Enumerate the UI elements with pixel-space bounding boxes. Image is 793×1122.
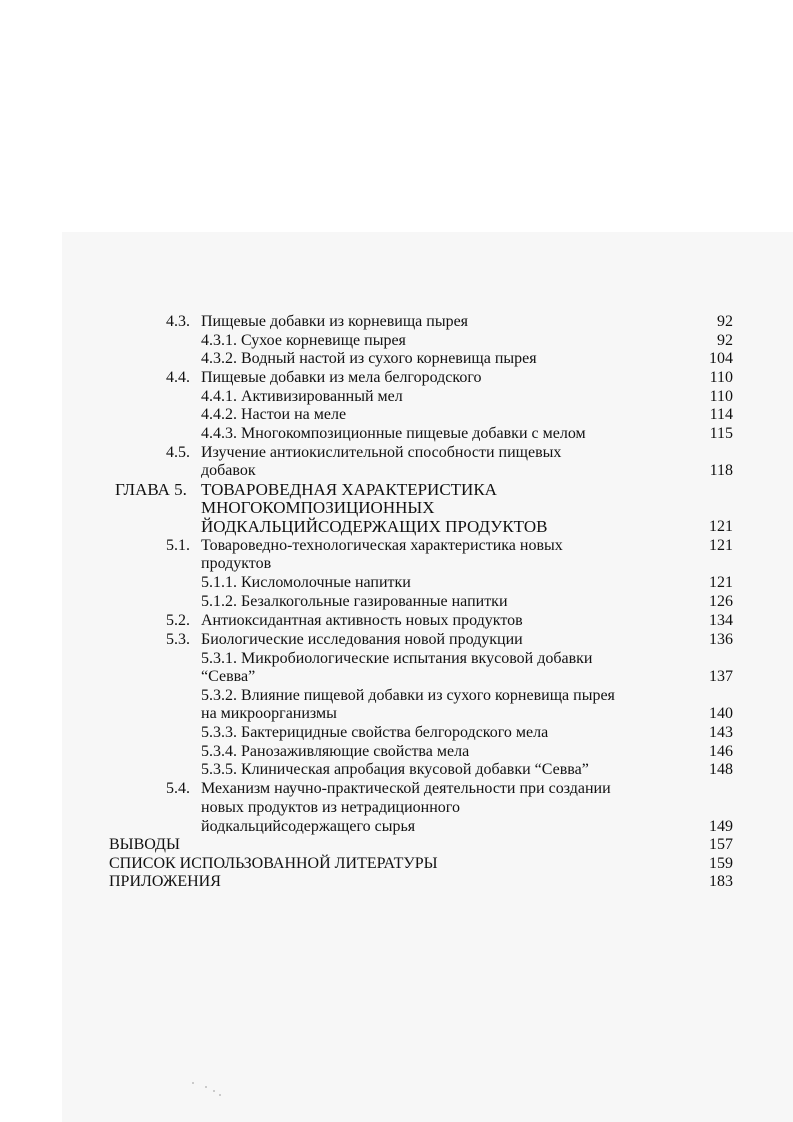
toc-entry-title: ЙОДКАЛЬЦИЙСОДЕРЖАЩИХ ПРОДУКТОВ bbox=[201, 517, 548, 536]
toc-entry bbox=[166, 743, 733, 761]
toc-entry-number: 4.5. bbox=[166, 444, 190, 461]
toc-entry bbox=[166, 369, 733, 387]
toc-entry-title: 5.3.3. Бактерицидные свойства белгородского мела bbox=[201, 724, 549, 741]
toc-entry-page: 115 bbox=[709, 425, 733, 442]
toc-entry-title: йодкальцийсодержащего сырья bbox=[201, 818, 416, 835]
toc-entry-page: 118 bbox=[709, 462, 733, 479]
toc-entry-title: Изучение антиокислительной способности пищевых bbox=[201, 444, 562, 461]
toc-entry-page: 140 bbox=[709, 705, 733, 722]
toc-entry-title: 4.3.2. Водный настой из сухого корневища пырея bbox=[201, 350, 537, 367]
toc-entry-page: 134 bbox=[709, 612, 733, 629]
toc-entry-title: ВЫВОДЫ bbox=[109, 836, 180, 853]
toc-entry-title: Механизм научно-практической деятельности при создании bbox=[201, 780, 611, 797]
toc-entry bbox=[166, 406, 733, 424]
toc-entry-title: добавок bbox=[201, 462, 256, 479]
toc-entry bbox=[166, 650, 733, 668]
toc-entry-title: продуктов bbox=[201, 555, 272, 572]
toc-section-entry bbox=[109, 855, 733, 873]
toc-entry-title: 5.3.1. Микробиологические испытания вкусовой добавки bbox=[201, 650, 593, 667]
toc-entry bbox=[166, 350, 733, 368]
toc-entry-page: 110 bbox=[709, 388, 733, 405]
toc-entry-page: 126 bbox=[709, 593, 733, 610]
toc-entry-title: новых продуктов из нетрадиционного bbox=[201, 799, 460, 816]
toc-entry bbox=[166, 555, 733, 573]
toc-entry bbox=[166, 724, 733, 742]
scan-speck bbox=[205, 1086, 207, 1088]
toc-entry bbox=[166, 332, 733, 350]
toc-entry-title: 5.3.4. Ранозаживляющие свойства мела bbox=[201, 743, 470, 760]
toc-entry-title: МНОГОКОМПОЗИЦИОННЫХ bbox=[201, 498, 435, 517]
toc-entry bbox=[166, 780, 733, 798]
toc-entry-number: 5.2. bbox=[166, 612, 190, 629]
toc-entry-number: ГЛАВА 5. bbox=[115, 480, 187, 499]
toc-entry-page: 92 bbox=[717, 332, 733, 349]
toc-entry-title: ТОВАРОВЕДНАЯ ХАРАКТЕРИСТИКА bbox=[201, 480, 497, 499]
toc-entry-title: Пищевые добавки из мела белгородского bbox=[201, 369, 482, 386]
toc-entry-page: 121 bbox=[709, 537, 733, 554]
toc-entry bbox=[166, 705, 733, 723]
toc-entry-page: 121 bbox=[709, 574, 733, 591]
toc-entry-number: 5.4. bbox=[166, 780, 190, 797]
toc-entry-page: 146 bbox=[709, 743, 733, 760]
toc-chapter-entry bbox=[115, 499, 733, 517]
toc-entry-title: Пищевые добавки из корневища пырея bbox=[201, 313, 469, 330]
toc-entry bbox=[166, 313, 733, 331]
toc-section-entry bbox=[109, 836, 733, 854]
toc-entry-title: 4.3.1. Сухое корневище пырея bbox=[201, 332, 406, 349]
toc-entry bbox=[166, 462, 733, 480]
toc-entry bbox=[166, 574, 733, 592]
toc-entry bbox=[166, 444, 733, 462]
toc-entry-title: 5.1.1. Кисломолочные напитки bbox=[201, 574, 411, 591]
toc-entry-title: “Севва” bbox=[201, 668, 256, 685]
toc-entry-title: СПИСОК ИСПОЛЬЗОВАННОЙ ЛИТЕРАТУРЫ bbox=[109, 855, 438, 872]
toc-entry-title: на микроорганизмы bbox=[201, 705, 337, 722]
toc-entry bbox=[166, 799, 733, 817]
toc-entry-page: 136 bbox=[709, 631, 733, 648]
toc-entry-page: 149 bbox=[709, 818, 733, 835]
toc-entry-page: 92 bbox=[717, 313, 733, 330]
toc-entry-page: 143 bbox=[709, 724, 733, 741]
toc-chapter-entry bbox=[115, 481, 733, 499]
toc-entry-title: Антиоксидантная активность новых продуктов bbox=[201, 612, 523, 629]
toc-entry bbox=[166, 687, 733, 705]
toc-section-entry bbox=[109, 873, 733, 891]
scan-speck bbox=[219, 1094, 221, 1096]
toc-entry bbox=[166, 425, 733, 443]
toc-entry-title: 5.3.5. Клиническая апробация вкусовой добавки “Севва” bbox=[201, 761, 589, 778]
toc-entry-number: 5.3. bbox=[166, 631, 190, 648]
toc-entry bbox=[166, 818, 733, 836]
toc-entry bbox=[166, 668, 733, 686]
toc-entry-number: 4.3. bbox=[166, 313, 190, 330]
toc-entry bbox=[166, 612, 733, 630]
toc-entry-page: 121 bbox=[709, 518, 733, 535]
scan-speck bbox=[213, 1090, 215, 1092]
toc-entry-page: 104 bbox=[709, 350, 733, 367]
toc-entry-page: 110 bbox=[709, 369, 733, 386]
toc-entry-page: 157 bbox=[709, 836, 733, 853]
toc-entry-title: Биологические исследования новой продукции bbox=[201, 631, 523, 648]
toc-entry-title: 5.3.2. Влияние пищевой добавки из сухого корневища пырея bbox=[201, 687, 615, 704]
toc-entry-page: 148 bbox=[709, 761, 733, 778]
toc-entry-title: ПРИЛОЖЕНИЯ bbox=[109, 873, 221, 890]
toc-entry bbox=[166, 761, 733, 779]
toc-entry-title: 4.4.1. Активизированный мел bbox=[201, 388, 403, 405]
toc-entry-title: 4.4.3. Многокомпозиционные пищевые добавки с мелом bbox=[201, 425, 586, 442]
toc-entry-title: 5.1.2. Безалкогольные газированные напитки bbox=[201, 593, 508, 610]
toc-entry bbox=[166, 631, 733, 649]
toc-entry-title: 4.4.2. Настои на меле bbox=[201, 406, 347, 423]
toc-entry-title: Товароведно-технологическая характеристика новых bbox=[201, 537, 563, 554]
toc-entry bbox=[166, 388, 733, 406]
toc-entry-page: 159 bbox=[709, 855, 733, 872]
scan-speck bbox=[192, 1082, 194, 1084]
toc-chapter-entry bbox=[115, 518, 733, 536]
toc-entry-page: 137 bbox=[709, 668, 733, 685]
toc-entry bbox=[166, 537, 733, 555]
toc-entry-number: 5.1. bbox=[166, 537, 190, 554]
toc-entry-page: 114 bbox=[709, 406, 733, 423]
toc-entry-page: 183 bbox=[709, 873, 733, 890]
toc-entry-number: 4.4. bbox=[166, 369, 190, 386]
toc-entry bbox=[166, 593, 733, 611]
